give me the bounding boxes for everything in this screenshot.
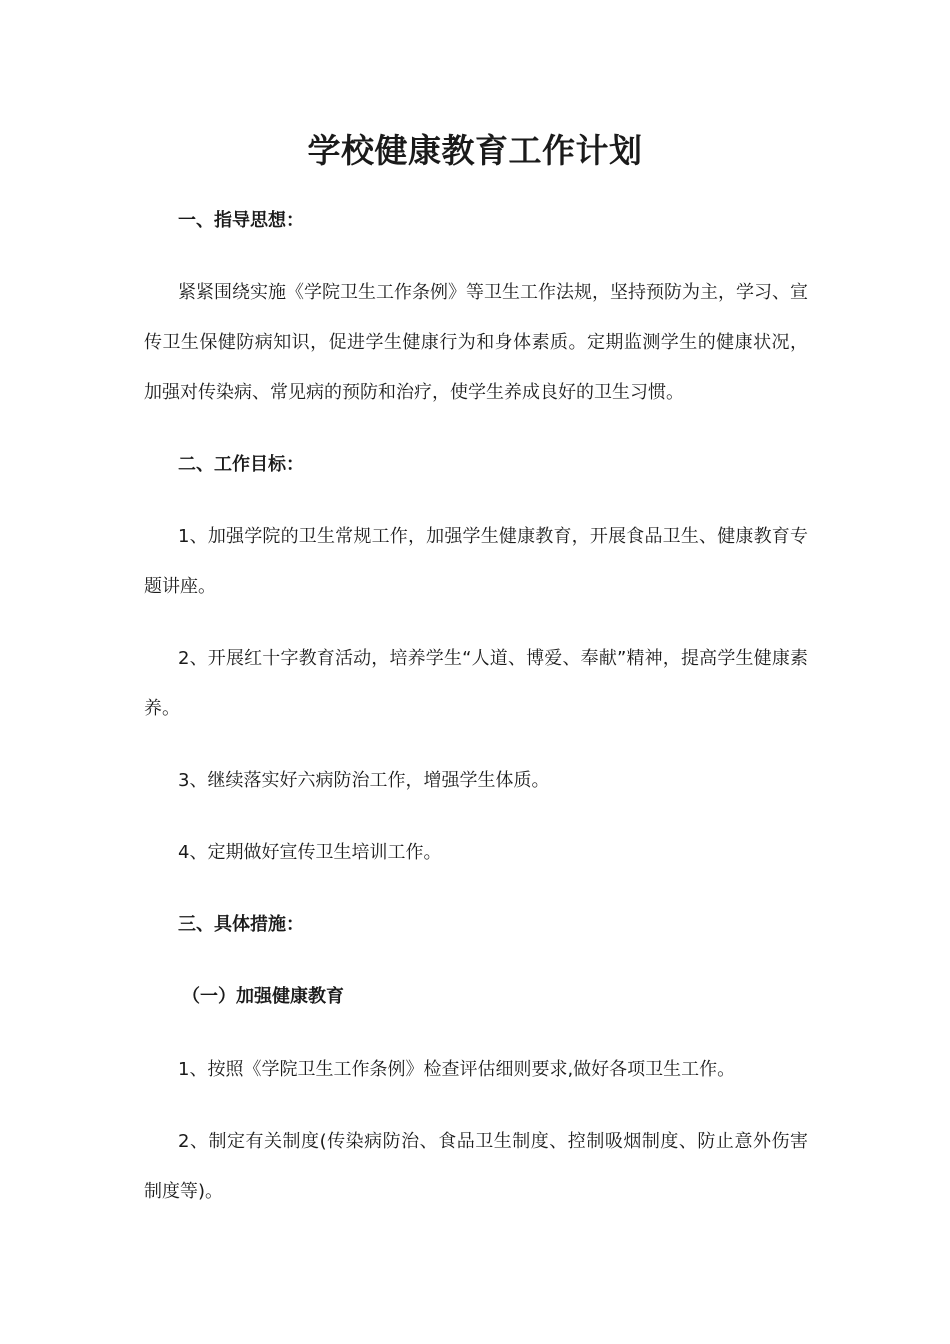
work-goal-item-4: 4、定期做好宣传卫生培训工作。 xyxy=(178,842,442,863)
document-title: 学校健康教育工作计划 xyxy=(307,131,643,170)
section-heading-guiding-ideology: 一、指导思想： xyxy=(178,210,304,231)
section-heading-work-goals: 二、工作目标： xyxy=(178,454,304,475)
work-goal-item-3: 3、继续落实好六病防治工作，增强学生体质。 xyxy=(178,770,550,791)
guiding-ideology-paragraph: 紧紧围绕实施《学院卫生工作条例》等卫生工作法规，坚持预防为主，学习、宣传卫生保健防病知识，促进学生健康行为和身体素质。定期监测学生的健康状况，加强对传染病、常见病的预防和治疗，使学生养成良好的卫生习惯。 xyxy=(144,282,808,403)
work-goal-item-2: 2、开展红十字教育活动，培养学生“人道、博爱、奉献”精神，提高学生健康素养。 xyxy=(144,648,808,719)
subsection-heading-health-education: （一）加强健康教育 xyxy=(182,986,344,1007)
work-goal-item-1: 1、加强学院的卫生常规工作，加强学生健康教育，开展食品卫生、健康教育专题讲座。 xyxy=(144,526,808,597)
measure-item-1: 1、按照《学院卫生工作条例》检查评估细则要求,做好各项卫生工作。 xyxy=(178,1059,736,1080)
section-heading-specific-measures: 三、具体措施： xyxy=(178,914,304,935)
measure-item-2: 2、制定有关制度(传染病防治、食品卫生制度、控制吸烟制度、防止意外伤害制度等)。 xyxy=(144,1131,808,1202)
